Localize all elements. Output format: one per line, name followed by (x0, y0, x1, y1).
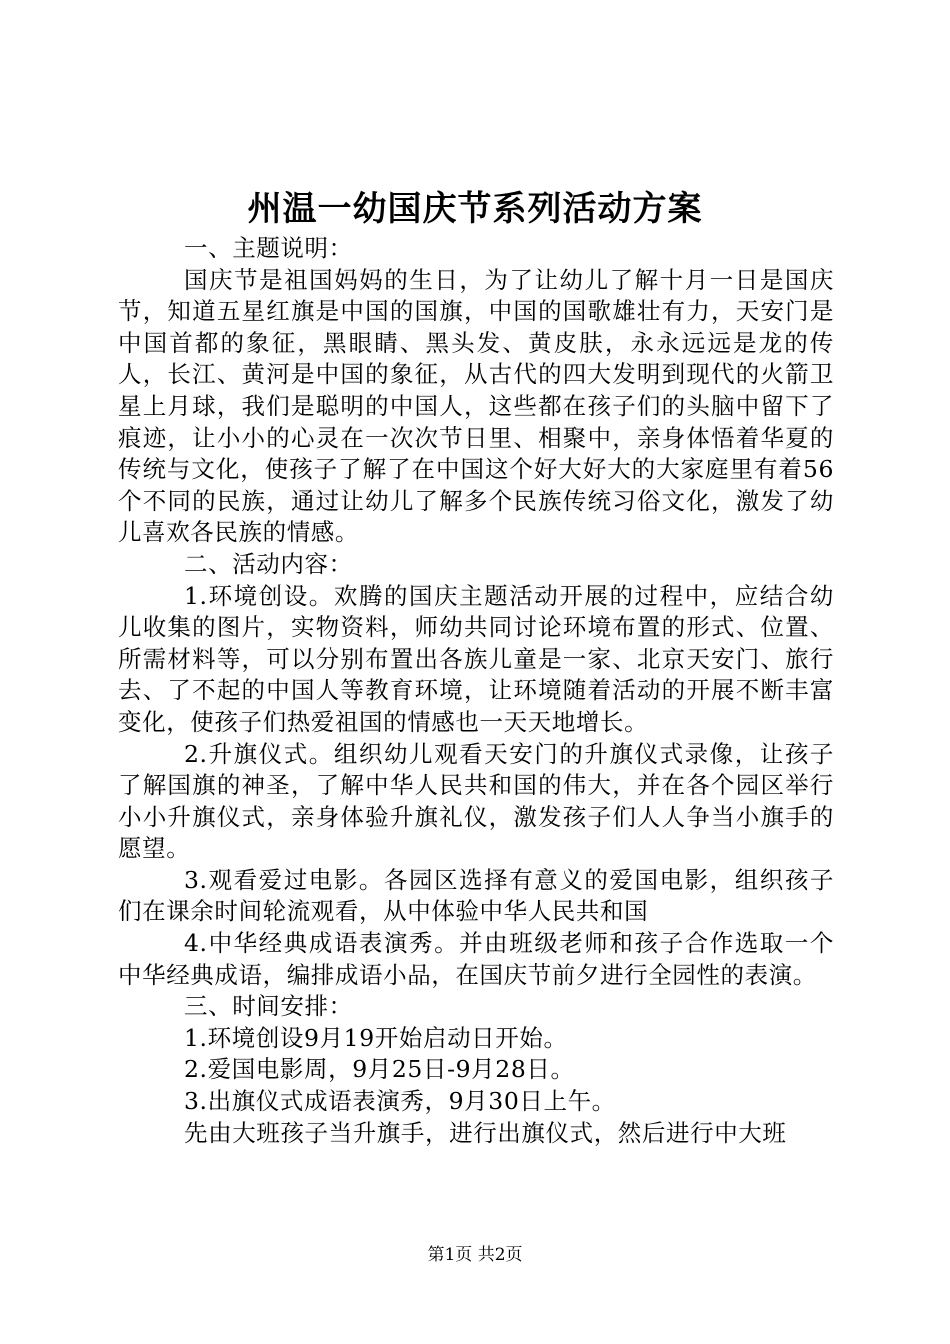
schedule-detail-paragraph: 先由大班孩子当升旗手，进行出旗仪式，然后进行中大班 (184, 1118, 787, 1147)
activity-item-movies: 3.观看爱过电影。各园区选择有意义的爱国电影，组织孩子们在课余时间轮流观看，从中体验中华人民共和国 (118, 865, 834, 926)
activity-item-environment: 1.环境创设。欢腾的国庆主题活动开展的过程中，应结合幼儿收集的图片，实物资料，师幼共同讨论环境布置的形式、位置、所需材料等，可以分别布置出各族儿童是一家、北京天安门、旅行去、了不起的中国人等教育环境，让环境随着活动的开展不断丰富变化，使孩子们热爱祖国的情感也一天天地增长。 (118, 581, 834, 736)
section-heading-schedule: 三、时间安排： (184, 992, 353, 1021)
schedule-item-1: 1.环境创设9月19开始启动日开始。 (184, 1023, 568, 1052)
document-body (118, 233, 834, 1149)
activity-item-flag-raising: 2.升旗仪式。组织幼儿观看天安门的升旗仪式录像，让孩子了解国旗的神圣，了解中华人民共和国的伟大，并在各个园区举行小小升旗仪式，亲身体验升旗礼仪，激发孩子们人人争当小旗手的愿望。 (118, 739, 834, 863)
activity-item-idiom-show: 4.中华经典成语表演秀。并由班级老师和孩子合作选取一个中华经典成语，编排成语小品，在国庆节前夕进行全园性的表演。 (118, 929, 834, 989)
schedule-item-2: 2.爱国电影周，9月25日-9月28日。 (184, 1055, 575, 1084)
section-heading-activities: 二、活动内容： (184, 549, 353, 578)
schedule-item-3: 3.出旗仪式成语表演秀，9月30日上午。 (184, 1087, 616, 1116)
page-footer: 第1页 共2页 (427, 1245, 523, 1265)
document-title: 州温一幼国庆节系列活动方案 (247, 189, 703, 229)
theme-paragraph: 国庆节是祖国妈妈的生日，为了让幼儿了解十月一日是国庆节，知道五星红旗是中国的国旗，中国的国歌雄壮有力，天安门是中国首都的象征，黑眼睛、黑头发、黄皮肤，永永远远是龙的传人，长江、黄河是中国的象征，从古代的四大发明到现代的火箭卫星上月球，我们是聪明的中国人，这些都在孩子们的头脑中留下了痕迹，让小小的心灵在一次次节日里、相聚中，亲身体悟着华夏的传统与文化，使孩子了解了在中国这个好大好大的大家庭里有着56个不同的民族，通过让幼儿了解多个民族传统习俗文化，激发了幼儿喜欢各民族的情感。 (118, 265, 834, 547)
section-heading-theme: 一、主题说明： (184, 234, 353, 262)
